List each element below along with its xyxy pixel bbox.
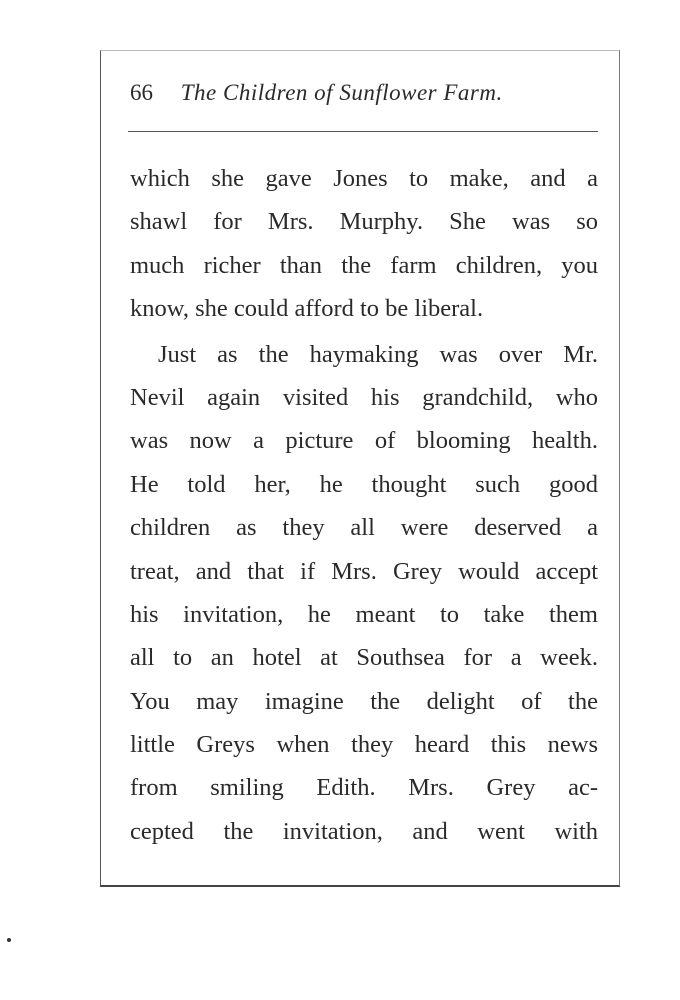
- body-text: [130, 157, 598, 853]
- text-line: He told her, he thought such good: [130, 470, 598, 498]
- text-line: cepted the invitation, and went with: [130, 817, 598, 845]
- running-head: [130, 80, 503, 106]
- ink-speck: [7, 938, 11, 942]
- text-line: his invitation, he meant to take them: [130, 600, 598, 628]
- text-line: know, she could afford to be liberal.: [130, 295, 484, 323]
- text-line: all to an hotel at Southsea for a week.: [130, 644, 598, 672]
- text-line: Just as the haymaking was over Mr.: [158, 340, 598, 368]
- text-line: You may imagine the delight of the: [130, 687, 598, 715]
- text-line: much richer than the farm children, you: [130, 251, 598, 279]
- text-line: treat, and that if Mrs. Grey would accept: [130, 557, 598, 585]
- text-line: children as they all were deserved a: [130, 514, 598, 542]
- page-number: 66: [130, 80, 153, 105]
- running-title: The Children of Sunflower Farm.: [180, 80, 503, 105]
- text-line: which she gave Jones to make, and a: [130, 165, 598, 192]
- text-line: was now a picture of blooming health.: [130, 427, 598, 455]
- header-rule: [128, 131, 598, 132]
- text-line: shawl for Mrs. Murphy. She was so: [130, 208, 598, 236]
- text-line: little Greys when they heard this news: [130, 731, 598, 759]
- text-line: Nevil again visited his grandchild, who: [130, 383, 598, 411]
- text-line: from smiling Edith. Mrs. Grey ac-: [130, 774, 598, 802]
